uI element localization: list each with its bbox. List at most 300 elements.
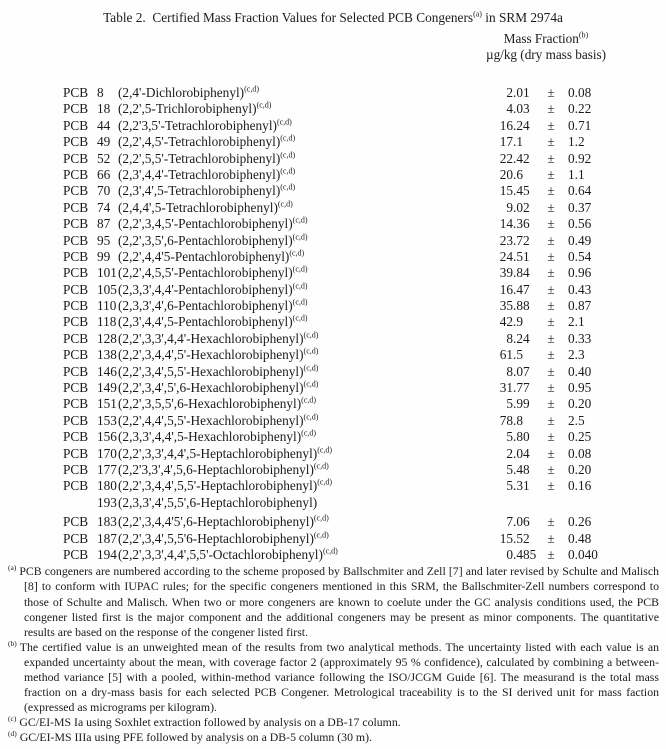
congener-prefix: PCB	[63, 445, 89, 461]
footnote-text: The certified value is an unweighted mean of the results from two analytical methods. The uncertainty listed with each value is an expanded uncertainty about the mean, with coverage factor 2 (approximately 95 % confidence), calculated by combining a between-method variance [5] with a pooled, within-method variance following the ISO/JCGM Guide [6]. The measurand is the total mass fraction on a dry-mass basis for each selected PCB Congener. Metrological traceability is to the SI derived unit for mass faction (expressed as micrograms per kilogram).	[19, 639, 659, 715]
table-row	[0, 331, 666, 347]
congener-prefix: PCB	[63, 396, 89, 412]
footnote-ref-cd: (c,d)	[303, 363, 319, 373]
mass-fraction-value-int: 5	[506, 429, 513, 445]
plus-minus-sign: ±	[547, 478, 555, 494]
congener-name-text: (2,3,3',4,4',5-Hexachlorobiphenyl)	[118, 429, 302, 445]
congener-name	[118, 514, 477, 530]
congener-name-text: (2,4,4',5-Tetrachlorobiphenyl)	[118, 199, 278, 215]
uncertainty-value: 1.2	[568, 134, 585, 150]
congener-name-text: (2,2',3,3',4,4'-Hexachlorobiphenyl)	[118, 330, 304, 346]
congener-name-text: (2,2',3,4,4'5',6-Heptachlorobiphenyl)	[118, 514, 314, 530]
uncertainty-value: 0.20	[568, 396, 592, 412]
congener-name-text: (2,2',5,5'-Tetrachlorobiphenyl)	[118, 150, 281, 166]
mass-fraction-value-frac: .03	[513, 101, 530, 117]
table-row	[0, 380, 666, 396]
plus-minus-sign: ±	[547, 298, 555, 314]
congener-name-text: (2,3,3',4',5,5',6-Heptachlorobiphenyl)	[118, 494, 318, 510]
congener-prefix: PCB	[63, 478, 89, 494]
congener-number: 95	[97, 232, 111, 248]
congener-number: 44	[97, 117, 111, 133]
congener-number: 49	[97, 134, 111, 150]
mass-fraction-value-frac: .9	[513, 314, 523, 330]
congener-number: 180	[97, 478, 117, 494]
congener-name	[118, 446, 477, 462]
congener-table	[0, 85, 666, 563]
footnote-ref-cd: (c,d)	[256, 101, 272, 110]
congener-prefix: PCB	[63, 514, 89, 530]
table-row	[0, 514, 666, 530]
mass-fraction-value-frac: .31	[513, 478, 530, 494]
mass-fraction-value-int: 5	[506, 461, 513, 477]
plus-minus-sign: ±	[547, 85, 555, 100]
mass-fraction-value-int: 23	[499, 232, 513, 248]
uncertainty-value: 0.56	[568, 216, 592, 232]
footnote-ref-cd: (c,d)	[244, 85, 259, 94]
table-row	[0, 134, 666, 150]
plus-minus-sign: ±	[547, 363, 555, 379]
congener-number: 193	[97, 494, 117, 510]
congener-name	[118, 282, 477, 298]
congener-name	[118, 413, 477, 429]
footnote-ref-cd: (c,d)	[313, 461, 329, 471]
mass-fraction-value-int: 0	[506, 546, 513, 562]
footnote-ref-a: (a)	[473, 9, 482, 19]
congener-name-text: (2,2',3,5',6-Pentachlorobiphenyl)	[118, 232, 293, 248]
mass-fraction-value-int: 17	[499, 134, 513, 150]
congener-name	[118, 200, 477, 216]
mass-fraction-value-int: 5	[506, 396, 513, 412]
congener-name	[118, 478, 477, 494]
congener-number: 110	[97, 298, 117, 314]
table-title-tail: in SRM 2974a	[481, 10, 563, 25]
mass-fraction-label: Mass Fraction$^{(b)}$	[503, 30, 589, 46]
plus-minus-sign: ±	[547, 396, 555, 412]
mass-fraction-value-frac: .1	[513, 134, 523, 150]
congener-name	[118, 314, 477, 330]
mass-fraction-value-frac: .80	[513, 429, 530, 445]
mass-fraction-value-frac: .51	[513, 248, 530, 264]
plus-minus-sign: ±	[547, 445, 555, 461]
mass-fraction-value-int: 14	[499, 216, 513, 232]
table-row	[0, 413, 666, 429]
footnote-ref-cd: (c,d)	[317, 478, 333, 487]
table-row	[0, 347, 666, 363]
plus-minus-sign: ±	[547, 514, 555, 530]
mass-fraction-value-frac: .47	[513, 281, 530, 297]
table-row	[0, 547, 666, 563]
mass-fraction-value-frac: .72	[513, 232, 530, 248]
congener-prefix: PCB	[63, 347, 89, 363]
table-row	[0, 462, 666, 478]
uncertainty-value: 0.040	[568, 546, 598, 562]
units-label: µg/kg (dry mass basis)	[485, 47, 607, 62]
plus-minus-sign: ±	[547, 117, 555, 133]
footnote-marker: (a)	[8, 563, 17, 573]
congener-number: 18	[97, 101, 111, 117]
table-row	[0, 314, 666, 330]
congener-name-text: (2,2',3,4',5,5'6-Heptachlorobiphenyl)	[118, 530, 314, 546]
plus-minus-sign: ±	[547, 314, 555, 330]
mass-fraction-column-header	[441, 31, 651, 63]
congener-number: 146	[97, 363, 117, 379]
plus-minus-sign: ±	[547, 281, 555, 297]
mass-fraction-value-frac: .485	[513, 546, 537, 562]
plus-minus-sign: ±	[547, 232, 555, 248]
plus-minus-sign: ±	[547, 216, 555, 232]
footnote	[8, 564, 659, 639]
congener-name-text: (2,2',3,4,4',5,5'-Heptachlorobiphenyl)	[118, 478, 318, 494]
mass-fraction-value-frac: .24	[513, 117, 530, 133]
uncertainty-value: 2.1	[568, 314, 585, 330]
mass-fraction-value-frac: .07	[513, 363, 530, 379]
mass-fraction-value-int: 4	[506, 101, 513, 117]
congener-number: 156	[97, 429, 117, 445]
congener-name	[118, 462, 477, 478]
congener-number: 177	[97, 461, 117, 477]
congener-prefix: PCB	[63, 117, 89, 133]
congener-prefix: PCB	[63, 199, 89, 215]
mass-fraction-value-int: 35	[499, 298, 513, 314]
congener-number: 99	[97, 248, 111, 264]
congener-name-text: (2,3,3',4',6-Pentachlorobiphenyl)	[118, 298, 293, 314]
congener-number: 118	[97, 314, 117, 330]
table-row	[0, 364, 666, 380]
footnote-ref-cd: (c,d)	[301, 429, 317, 438]
congener-name-text: (2,2',3,3',4,4',5-Heptachlorobiphenyl)	[118, 445, 318, 461]
congener-prefix: PCB	[63, 546, 89, 562]
congener-prefix: PCB	[63, 412, 89, 428]
mass-fraction-value-int: 5	[506, 478, 513, 494]
plus-minus-sign: ±	[547, 183, 555, 199]
congener-name-text: (2,2'3,3',4',5,6-Heptachlorobiphenyl)	[118, 461, 314, 477]
mass-fraction-value-frac: .5	[513, 347, 523, 363]
congener-prefix: PCB	[63, 429, 89, 445]
congener-prefix: PCB	[63, 216, 89, 232]
congener-number: 151	[97, 396, 117, 412]
footnote-ref-cd: (c,d)	[277, 199, 293, 209]
congener-number: 170	[97, 445, 117, 461]
footnote-ref-cd: (c,d)	[292, 265, 308, 274]
uncertainty-value: 0.95	[568, 380, 592, 396]
congener-name	[118, 233, 477, 249]
footnote-marker: (b)	[8, 638, 17, 648]
congener-name	[118, 429, 477, 445]
footnote-ref-cd: (c,d)	[317, 445, 333, 455]
footnote-ref-cd: (c,d)	[289, 248, 305, 258]
footnote-ref-cd: (c,d)	[313, 530, 329, 540]
congener-number: 101	[97, 265, 117, 281]
congener-name	[118, 167, 477, 183]
footnote-ref-cd: (c,d)	[280, 150, 296, 160]
congener-name	[118, 216, 477, 232]
congener-name-text: (2,3',4,4',5-Pentachlorobiphenyl)	[118, 314, 293, 330]
congener-prefix: PCB	[63, 248, 89, 264]
congener-number: 194	[97, 546, 117, 562]
mass-fraction-value-int: 15	[499, 530, 513, 546]
plus-minus-sign: ±	[547, 199, 555, 215]
congener-name	[118, 134, 477, 150]
mass-fraction-value-int: 16	[499, 281, 513, 297]
footnote-ref-cd: (c,d)	[280, 166, 296, 176]
uncertainty-value: 2.3	[568, 347, 585, 363]
congener-number: 8	[97, 85, 104, 100]
table-row	[0, 265, 666, 281]
uncertainty-value: 0.71	[568, 117, 592, 133]
mass-fraction-value-int: 78	[499, 412, 513, 428]
uncertainty-value: 0.20	[568, 461, 592, 477]
footnote-ref-b: (b)	[578, 30, 589, 40]
footnote-ref-cd: (c,d)	[322, 546, 338, 556]
mass-fraction-value-frac: .48	[513, 461, 530, 477]
uncertainty-value: 0.54	[568, 248, 592, 264]
congener-name-text: (2,2',3,4',5,5'-Hexachlorobiphenyl)	[118, 363, 304, 379]
uncertainty-value: 0.37	[568, 199, 592, 215]
congener-prefix: PCB	[63, 232, 89, 248]
congener-number: 138	[97, 347, 117, 363]
congener-name	[118, 249, 477, 265]
table-row	[0, 249, 666, 265]
mass-fraction-value-frac: .04	[513, 445, 530, 461]
congener-name	[118, 183, 477, 199]
congener-number: 153	[97, 412, 117, 428]
congener-number: 128	[97, 330, 117, 346]
uncertainty-value: 0.26	[568, 514, 592, 530]
congener-name	[118, 151, 477, 167]
congener-name-text: (2,2',3,5,5',6-Hexachlorobiphenyl)	[118, 396, 302, 412]
congener-name-text: (2,2',3,3',4,4',5,5'-Octachlorobiphenyl)	[118, 546, 323, 562]
footnotes-block	[0, 564, 666, 745]
footnote-text: GC/EI-MS IIIa using PFE followed by analysis on a DB-5 column (30 m).	[19, 730, 372, 745]
congener-name-text: (2,2',4,5'-Tetrachlorobiphenyl)	[118, 134, 281, 150]
congener-number: 74	[97, 199, 111, 215]
congener-prefix: PCB	[63, 166, 89, 182]
footnote-text: GC/EI-MS Ia using Soxhlet extraction followed by analysis on a DB-17 column.	[19, 715, 401, 730]
congener-number: 105	[97, 281, 117, 297]
plus-minus-sign: ±	[547, 461, 555, 477]
plus-minus-sign: ±	[547, 166, 555, 182]
congener-prefix: PCB	[63, 298, 89, 314]
congener-name-text: (2,2',4,4'5-Pentachlorobiphenyl)	[118, 248, 290, 264]
footnote-ref-cd: (c,d)	[303, 330, 319, 340]
mass-fraction-value-int: 8	[506, 363, 513, 379]
table-row	[0, 282, 666, 298]
congener-name-text: (2,2',3,4',5',6-Hexachlorobiphenyl)	[118, 380, 304, 396]
table-row	[0, 200, 666, 216]
congener-name	[118, 396, 477, 412]
footnote-ref-cd: (c,d)	[313, 514, 329, 523]
mass-fraction-value-frac: .36	[513, 216, 530, 232]
footnote-ref-cd: (c,d)	[303, 380, 319, 389]
congener-name	[118, 101, 477, 117]
congener-number: 149	[97, 380, 117, 396]
congener-name	[118, 265, 477, 281]
congener-prefix: PCB	[63, 150, 89, 166]
uncertainty-value: 0.16	[568, 478, 592, 494]
footnote	[8, 640, 659, 715]
table-row	[0, 233, 666, 249]
congener-prefix: PCB	[63, 314, 89, 330]
mass-fraction-value-frac: .52	[513, 530, 530, 546]
congener-prefix: PCB	[63, 281, 89, 297]
table-row	[0, 85, 666, 101]
congener-name	[118, 298, 477, 314]
plus-minus-sign: ±	[547, 134, 555, 150]
congener-name-text: (2,2',5-Trichlorobiphenyl)	[118, 101, 257, 117]
table-row	[0, 446, 666, 462]
mass-fraction-value-int: 42	[499, 314, 513, 330]
congener-name-text: (2,3',4',5-Tetrachlorobiphenyl)	[118, 183, 281, 199]
congener-prefix: PCB	[63, 530, 89, 546]
table-row	[0, 298, 666, 314]
mass-fraction-value-int: 7	[506, 514, 513, 530]
table-row	[0, 429, 666, 445]
plus-minus-sign: ±	[547, 248, 555, 264]
congener-number: 87	[97, 216, 111, 232]
table-row	[0, 151, 666, 167]
mass-fraction-value-int: 39	[499, 265, 513, 281]
congener-name	[118, 347, 477, 363]
mass-fraction-value-int: 16	[499, 117, 513, 133]
mass-fraction-value-frac: .77	[513, 380, 530, 396]
congener-prefix: PCB	[63, 101, 89, 117]
congener-name-text: (2,2'3,5'-Tetrachlorobiphenyl)	[118, 117, 277, 133]
congener-name	[118, 547, 477, 563]
plus-minus-sign: ±	[547, 265, 555, 281]
footnote-ref-cd: (c,d)	[276, 117, 292, 127]
table-row	[0, 396, 666, 412]
mass-fraction-value-frac: .84	[513, 265, 530, 281]
congener-name-text: (2,2',3,4,4',5'-Hexachlorobiphenyl)	[118, 347, 304, 363]
congener-name-text: (2,2',4,5,5'-Pentachlorobiphenyl)	[118, 265, 293, 281]
uncertainty-value: 0.08	[568, 85, 592, 100]
mass-fraction-value-frac: .24	[513, 330, 530, 346]
table-row	[0, 495, 666, 511]
plus-minus-sign: ±	[547, 380, 555, 396]
uncertainty-value: 2.5	[568, 412, 585, 428]
footnote-ref-cd: (c,d)	[292, 298, 308, 307]
mass-fraction-value-int: 20	[499, 166, 513, 182]
mass-fraction-value-frac: .42	[513, 150, 530, 166]
congener-name	[118, 118, 477, 134]
congener-prefix: PCB	[63, 363, 89, 379]
plus-minus-sign: ±	[547, 150, 555, 166]
footnote-ref-cd: (c,d)	[303, 412, 319, 422]
congener-prefix: PCB	[63, 134, 89, 150]
plus-minus-sign: ±	[547, 412, 555, 428]
uncertainty-value: 0.64	[568, 183, 592, 199]
mass-fraction-value-int: 8	[506, 330, 513, 346]
table-row	[0, 531, 666, 547]
uncertainty-value: 0.08	[568, 445, 592, 461]
uncertainty-value: 0.22	[568, 101, 592, 117]
plus-minus-sign: ±	[547, 429, 555, 445]
plus-minus-sign: ±	[547, 330, 555, 346]
plus-minus-sign: ±	[547, 546, 555, 562]
congener-prefix: PCB	[63, 265, 89, 281]
mass-fraction-value-int: 2	[506, 85, 513, 100]
plus-minus-sign: ±	[547, 530, 555, 546]
uncertainty-value: 0.48	[568, 530, 592, 546]
mass-fraction-value-frac: .06	[513, 514, 530, 530]
table-row	[0, 216, 666, 232]
footnote-ref-cd: (c,d)	[303, 347, 319, 356]
congener-name-text: (2,2',4,4',5,5'-Hexachlorobiphenyl)	[118, 412, 304, 428]
uncertainty-value: 1.1	[568, 166, 585, 182]
mass-fraction-value-int: 24	[499, 248, 513, 264]
mass-fraction-value-int: 22	[499, 150, 513, 166]
congener-name	[118, 331, 477, 347]
congener-name-text: (2,3',4,4'-Tetrachlorobiphenyl)	[118, 166, 281, 182]
congener-prefix: PCB	[63, 461, 89, 477]
footnote-ref-cd: (c,d)	[292, 232, 308, 242]
mass-fraction-value-int: 2	[506, 445, 513, 461]
plus-minus-sign: ±	[547, 347, 555, 363]
footnote-ref-cd: (c,d)	[280, 134, 296, 143]
mass-fraction-value-frac: .8	[513, 412, 523, 428]
congener-prefix: PCB	[63, 183, 89, 199]
footnote-ref-cd: (c,d)	[292, 314, 308, 324]
footnote-ref-cd: (c,d)	[292, 216, 308, 225]
congener-prefix: PCB	[63, 380, 89, 396]
footnote-ref-cd: (c,d)	[292, 281, 308, 291]
congener-name	[118, 495, 477, 511]
congener-prefix: PCB	[63, 85, 89, 100]
footnote-ref-cd: (c,d)	[301, 396, 317, 405]
congener-name	[118, 85, 477, 101]
congener-name-text: (2,2',3,4,5'-Pentachlorobiphenyl)	[118, 216, 293, 232]
plus-minus-sign: ±	[547, 101, 555, 117]
congener-number: 52	[97, 150, 111, 166]
uncertainty-value: 0.43	[568, 281, 592, 297]
uncertainty-value: 0.96	[568, 265, 592, 281]
table-title	[0, 0, 666, 26]
mass-fraction-value-int: 31	[499, 380, 513, 396]
footnote-text: PCB congeners are numbered according to the scheme proposed by Ballschmiter and Zell [7] and later revised by Schulte and Malisch [8] to conform with IUPAC rules; for the specific congeners mentioned in this SRM, the Ballschmiter-Zell numbers correspond to those of Schulte and Malisch. When two or more congeners are known to coelute under the GC analysis conditions used, the PCB congener listed first is the major component and the additional congeners may be present as minor components. The quantitative results are based on the response of the congener listed first.	[19, 564, 659, 639]
uncertainty-value: 0.40	[568, 363, 592, 379]
congener-number: 187	[97, 530, 117, 546]
table-row	[0, 167, 666, 183]
congener-number: 70	[97, 183, 111, 199]
mass-fraction-value-frac: .45	[513, 183, 530, 199]
congener-number: 183	[97, 514, 117, 530]
footnote	[8, 730, 659, 745]
mass-fraction-value-int: 61	[499, 347, 513, 363]
mass-fraction-value-int: 9	[506, 199, 513, 215]
mass-fraction-value-frac: .88	[513, 298, 530, 314]
table-title-text: Table 2. Certified Mass Fraction Values for Selected PCB Congeners	[103, 10, 474, 25]
congener-number: 66	[97, 166, 111, 182]
congener-name-text: (2,3,3',4,4'-Pentachlorobiphenyl)	[118, 281, 293, 297]
mass-fraction-value-int: 15	[499, 183, 513, 199]
uncertainty-value: 0.49	[568, 232, 592, 248]
footnote-marker: (d)	[8, 729, 17, 739]
footnote	[8, 715, 659, 730]
mass-fraction-value-frac: .6	[513, 166, 523, 182]
uncertainty-value: 0.87	[568, 298, 592, 314]
congener-name	[118, 531, 477, 547]
congener-name-text: (2,4'-Dichlorobiphenyl)	[118, 85, 245, 100]
uncertainty-value: 0.92	[568, 150, 592, 166]
congener-name	[118, 364, 477, 380]
table-row	[0, 118, 666, 134]
footnote-marker: (c)	[8, 714, 17, 724]
congener-name	[118, 380, 477, 396]
table-row	[0, 478, 666, 494]
mass-fraction-value-frac: .99	[513, 396, 530, 412]
table-row	[0, 183, 666, 199]
congener-prefix: PCB	[63, 330, 89, 346]
